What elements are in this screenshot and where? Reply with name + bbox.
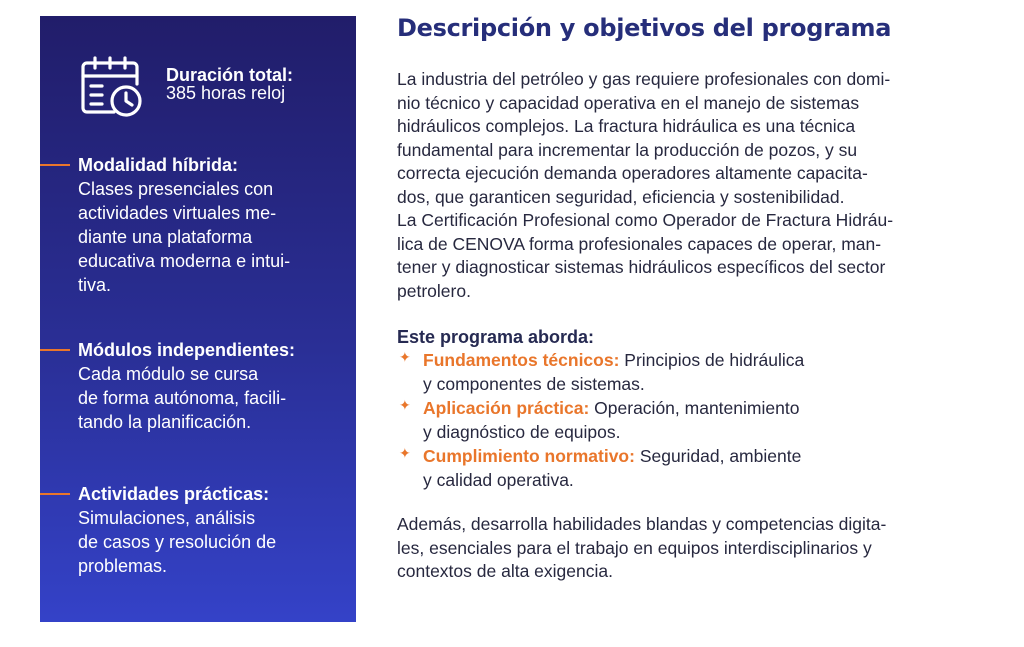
bullet-label: Cumplimiento normativo: bbox=[423, 446, 635, 466]
program-subheading: Este programa aborda: bbox=[397, 327, 595, 347]
section-body: Cada módulo se cursa de forma autónoma, facili- tando la planificación. bbox=[78, 364, 287, 432]
bullet-label: Fundamentos técnicos: bbox=[423, 350, 620, 370]
bullet-text: Principios de hidráulica y componentes de sistemas. bbox=[423, 350, 805, 394]
sparkle-icon: ✦ bbox=[399, 445, 411, 461]
bullet-text: Operación, mantenimiento y diagnóstico de equipos. bbox=[423, 398, 800, 442]
sparkle-icon: ✦ bbox=[399, 397, 411, 413]
duration-text bbox=[166, 66, 293, 102]
duration-block bbox=[78, 56, 293, 120]
closing-paragraph: Además, desarrolla habilidades blandas y competencias digita- les, esenciales para el trabajo en equipos interdisciplinarios y contextos de alta exigencia. bbox=[397, 514, 887, 581]
accent-dash bbox=[40, 493, 70, 495]
program-bullet-list bbox=[397, 348, 957, 492]
sparkle-icon: ✦ bbox=[399, 349, 411, 365]
duration-value: 385 horas reloj bbox=[166, 83, 286, 103]
section-title: Actividades prácticas: bbox=[78, 484, 270, 504]
intro-paragraph: La industria del petróleo y gas requiere profesionales con domi- nio técnico y capacidad operativa en el manejo de sistemas hidráulicos complejos. La fractura hidráulica es una técnica fundamental para incrementar la producción de pozos, y su correcta ejecución demanda operadores altamente capacita- dos, que garanticen seguridad, eficiencia y sostenibilidad. La Certificación Profesional como Operador de Fractura Hidráu- lica de CENOVA forma profesionales capaces de operar, man- tener y diagnosticar sistemas hidráulicos específicos del sector petrolero. bbox=[397, 69, 894, 301]
section-title: Módulos independientes: bbox=[78, 340, 296, 360]
list-item bbox=[397, 348, 957, 396]
bullet-text: Seguridad, ambiente y calidad operativa. bbox=[423, 446, 802, 490]
list-item bbox=[397, 396, 957, 444]
section-title: Modalidad híbrida: bbox=[78, 155, 238, 175]
page-title: Descripción y objetivos del programa bbox=[397, 14, 892, 42]
section-body: Clases presenciales con actividades virtuales me- diante una plataforma educativa moderna e intui- tiva. bbox=[78, 179, 291, 295]
section-body: Simulaciones, análisis de casos y resolución de problemas. bbox=[78, 508, 277, 576]
info-sidebar bbox=[40, 16, 356, 622]
calendar-clock-icon bbox=[78, 54, 144, 120]
duration-label: Duración total: bbox=[166, 65, 294, 85]
accent-dash bbox=[40, 349, 70, 351]
bullet-label: Aplicación práctica: bbox=[423, 398, 590, 418]
accent-dash bbox=[40, 164, 70, 166]
list-item bbox=[397, 444, 957, 492]
